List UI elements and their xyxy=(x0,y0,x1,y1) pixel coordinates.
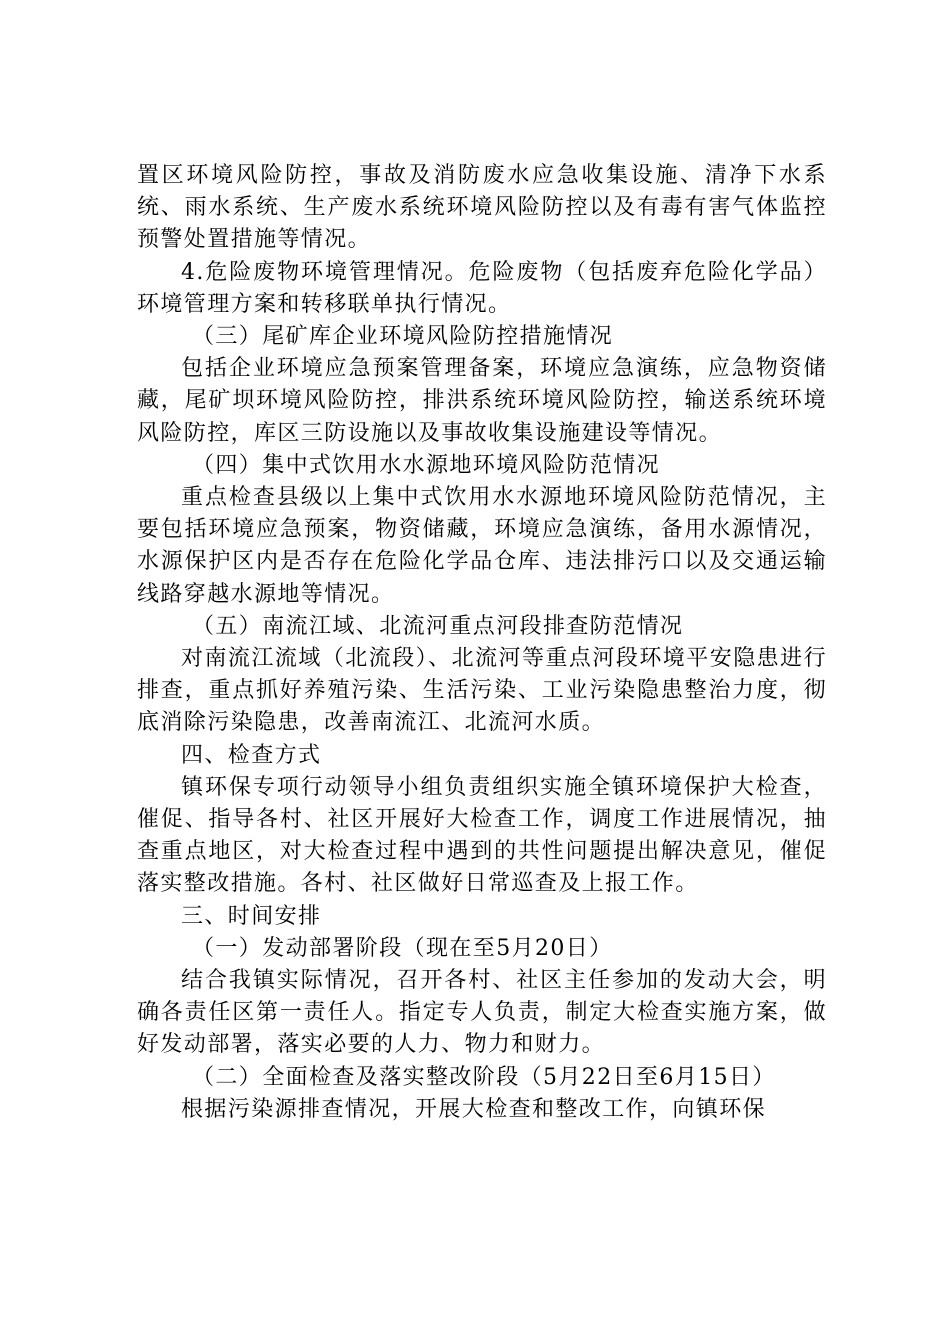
section-heading-schedule: 三、时间安排 xyxy=(181,903,322,929)
paragraph-inspection-method: 镇环保专项行动领导小组负责组织实施全镇环境保护大检查，催促、指导各村、社区开展好大检查工作，调度工作进展情况，抽查重点地区，对大检查过程中遇到的共性问题提出解决意见，催促落实整改措施。各村、社区做好日常巡查及上报工作。 xyxy=(137,774,827,897)
paragraph-continuation: 置区环境风险防控，事故及消防废水应急收集设施、清净下水系统、雨水系统、生产废水系统环境风险防控以及有毒有害气体监控预警处置措施等情况。 xyxy=(137,163,827,253)
section-heading-rivers: （五）南流江域、北流河重点河段排查防范情况 xyxy=(192,613,684,639)
section-heading-phase-two: （二）全面检查及落实整改阶段（5月22日至6月15日） xyxy=(192,1064,776,1090)
paragraph-tailings: 包括企业环境应急预案管理备案，环境应急演练，应急物资储藏，尾矿坝环境风险防控，排洪系统环境风险防控，输送系统环境风险防控，库区三防设施以及事故收集设施建设等情况。 xyxy=(137,356,827,446)
paragraph-hazardous-waste: 4.危险废物环境管理情况。危险废物（包括废弃危险化学品）环境管理方案和转移联单执行情况。 xyxy=(137,259,827,317)
paragraph-phase-one: 结合我镇实际情况，召开各村、社区主任参加的发动大会，明确各责任区第一责任人。指定专人负责，制定大检查实施方案，做好发动部署，落实必要的人力、物力和财力。 xyxy=(137,968,827,1058)
section-heading-water-source: （四）集中式饮用水水源地环境风险防范情况 xyxy=(192,452,661,478)
section-heading-inspection-method: 四、检查方式 xyxy=(181,742,322,768)
paragraph-phase-two: 根据污染源排查情况，开展大检查和整改工作，向镇环保 xyxy=(181,1096,767,1122)
paragraph-rivers: 对南流江流域（北流段）、北流河等重点河段环境平安隐患进行排查，重点抓好养殖污染、生活污染、工业污染隐患整治力度，彻底消除污染隐患，改善南流江、北流河水质。 xyxy=(137,646,827,736)
section-heading-phase-one: （一）发动部署阶段（现在至5月20日） xyxy=(192,935,613,961)
document-page xyxy=(137,160,827,1126)
section-heading-tailings: （三）尾矿库企业环境风险防控措施情况 xyxy=(192,324,614,350)
paragraph-water-source: 重点检查县级以上集中式饮用水水源地环境风险防范情况，主要包括环境应急预案，物资储藏，环境应急演练，备用水源情况，水源保护区内是否存在危险化学品仓库、违法排污口以及交通运输线路穿越水源地等情况。 xyxy=(137,485,827,607)
